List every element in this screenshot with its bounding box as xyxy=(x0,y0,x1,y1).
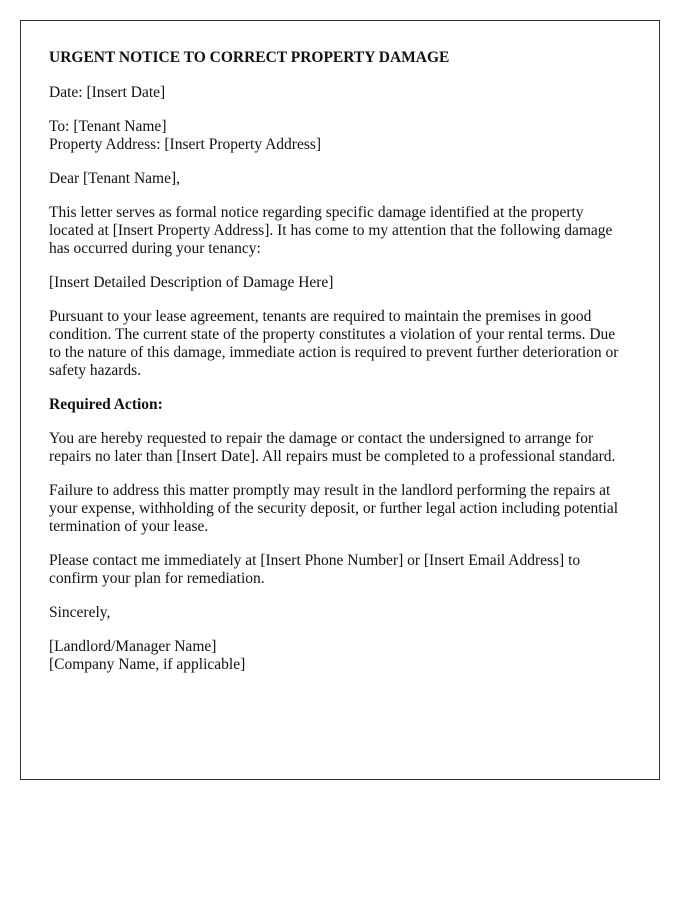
letter-page xyxy=(20,20,660,780)
recipient-name: To: [Tenant Name] xyxy=(49,118,167,135)
company-name: [Company Name, if applicable] xyxy=(49,656,246,673)
recipient-block xyxy=(49,118,631,154)
signer-name: [Landlord/Manager Name] xyxy=(49,638,217,655)
intro-paragraph: This letter serves as formal notice regarding specific damage identified at the property located at [Insert Property Address]. It has come to my attention that the following damage has occurred during your tenancy: xyxy=(49,204,613,257)
damage-description: [Insert Detailed Description of Damage Here] xyxy=(49,274,334,291)
required-action-heading: Required Action: xyxy=(49,396,163,413)
repair-request-paragraph: You are hereby requested to repair the damage or contact the undersigned to arrange for repairs no later than [Insert Date]. All repairs must be completed to a professional standard. xyxy=(49,430,616,465)
salutation: Dear [Tenant Name], xyxy=(49,170,181,187)
contact-paragraph: Please contact me immediately at [Insert Phone Number] or [Insert Email Address] to confirm your plan for remediation. xyxy=(49,552,581,587)
date-line: Date: [Insert Date] xyxy=(49,84,166,101)
lease-terms-paragraph: Pursuant to your lease agreement, tenants are required to maintain the premises in good condition. The current state of the property constitutes a violation of your rental terms. Due to the nature of this damage, immediate action is required to prevent further deterioration or safety hazards. xyxy=(49,308,619,379)
document-title: URGENT NOTICE TO CORRECT PROPERTY DAMAGE xyxy=(49,49,450,66)
consequences-paragraph: Failure to address this matter promptly may result in the landlord performing the repairs at your expense, withholding of the security deposit, or further legal action including potential termination of your lease. xyxy=(49,482,619,535)
signature-block xyxy=(49,638,631,674)
property-address: Property Address: [Insert Property Address] xyxy=(49,136,322,153)
closing: Sincerely, xyxy=(49,604,111,621)
